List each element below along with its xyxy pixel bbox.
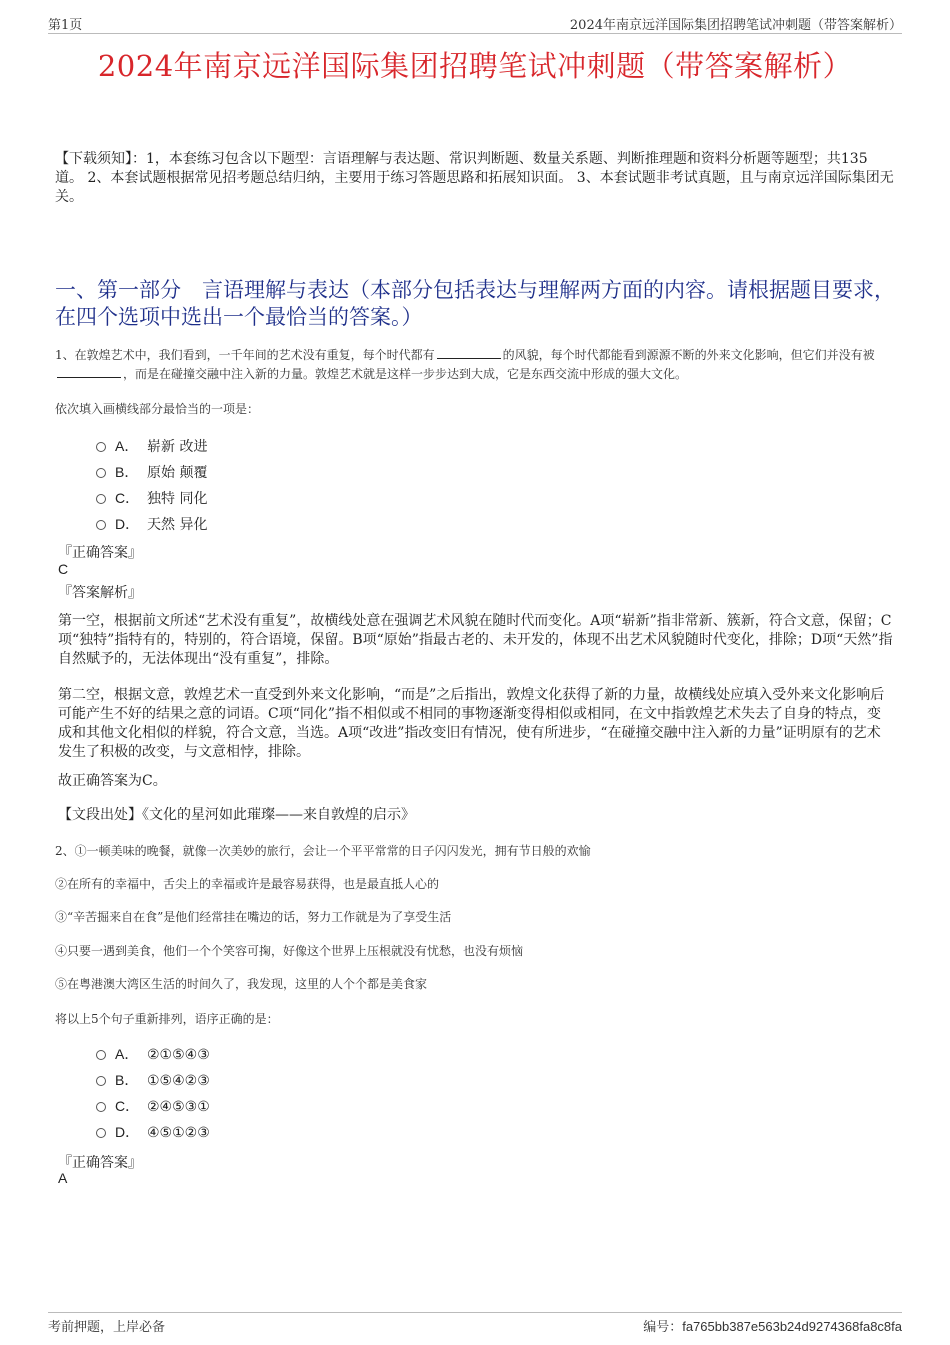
radio-icon[interactable] [96,494,106,504]
analysis-conclusion: 故正确答案为C。 [58,773,167,789]
radio-icon[interactable] [96,1102,106,1112]
sentence-2: ②在所有的幸福中，舌尖上的幸福或许是最容易获得，也是最直抵人心的 [55,877,440,891]
radio-icon[interactable] [96,520,106,530]
fill-blank-1 [437,347,501,359]
option-c[interactable]: C． 独特 同化 [96,485,207,511]
header-doc-title: 2024年南京远洋国际集团招聘笔试冲刺题（带答案解析） [569,18,902,33]
download-notice: 【下载须知】：1，本套练习包含以下题型：言语理解与表达题、常识判断题、数量关系题、判断推理题和资料分析题等题型；共135道。 2、本套试题根据常见招考题总结归纳，主要用于练习答题思路和拓展知识面。 3、本套试题非考试真题，且与南京远洋国际集团无关。 [55,151,894,205]
sentence-3: ③“辛苦掘来自在食”是他们经常挂在嘴边的话，努力工作就是为了享受生活 [55,910,452,924]
radio-icon[interactable] [96,1050,106,1060]
question-1-prompt: 依次填入画横线部分最恰当的一项是： [55,402,260,416]
radio-icon[interactable] [96,442,106,452]
header-divider [48,33,902,34]
radio-icon[interactable] [96,1076,106,1086]
option-a[interactable]: A． 崭新 改进 [96,433,207,459]
question-2-options [96,1041,210,1145]
document-title: 2024年南京远洋国际集团招聘笔试冲刺题（带答案解析） [97,49,853,83]
page-header [48,14,902,32]
option-c[interactable]: C． ②④⑤③① [96,1093,210,1119]
question-1-options [96,433,207,537]
option-d[interactable]: D． ④⑤①②③ [96,1119,210,1145]
option-d[interactable]: D． 天然 异化 [96,511,207,537]
source-citation: 【文段出处】《文化的星河如此璀璨——来自敦煌的启示》 [58,807,415,823]
answer-value: A [58,1170,68,1186]
footer-divider [48,1312,902,1313]
answer-label: 『正确答案』 [58,545,142,561]
radio-icon[interactable] [96,468,106,478]
section-heading: 一、第一部分 言语理解与表达（本部分包括表达与理解两方面的内容。请根据题目要求，在四个选项中选出一个最恰当的答案。） [55,278,895,329]
radio-icon[interactable] [96,1128,106,1138]
question-2-stem: 2、①一顿美味的晚餐，就像一次美妙的旅行，会让一个平平常常的日子闪闪发光，拥有节日般的欢愉 [55,844,591,858]
page-number: 第1页 [48,18,83,33]
option-b[interactable]: B． 原始 颠覆 [96,459,207,485]
question-2-prompt: 将以上5个句子重新排列，语序正确的是： [55,1012,279,1026]
analysis-label: 『答案解析』 [58,585,142,601]
answer-value: C [58,561,69,577]
fill-blank-2 [57,366,121,378]
option-b[interactable]: B． ①⑤④②③ [96,1067,210,1093]
footer-code: 编号：fa765bb387e563b24d9274368fa8c8fa [643,1319,902,1335]
analysis-paragraph-1: 第一空，根据前文所述“艺术没有重复”，故横线处意在强调艺术风貌在随时代而变化。A项“崭新”指非常新、簇新，符合文意，保留；C项“独特”指特有的，特别的，符合语境，保留。B项“原始”指最古老的、未开发的，体现不出艺术风貌随时代变化，排除；D项“天然”指自然赋予的，无法体现出“没有重复”，排除。 [58,613,893,667]
sentence-4: ④只要一遇到美食，他们一个个笑容可掬，好像这个世界上压根就没有忧愁，也没有烦恼 [55,944,524,958]
answer-label: 『正确答案』 [58,1155,142,1171]
analysis-paragraph-2: 第二空，根据文意，敦煌艺术一直受到外来文化影响，“而是”之后指出，敦煌文化获得了新的力量，故横线处应填入受外来文化影响后可能产生不好的结果之意的词语。C项“同化”指不相似或不相同的事物逐渐变得相似或相同，在文中指敦煌艺术失去了自身的特点，变成和其他文化相似的样貌，符合文意，当选。A项“改进”指改变旧有情况，使有所进步，“在碰撞交融中注入新的力量”证明原有的艺术发生了积极的改变，与文意相悖，排除。 [58,687,885,760]
option-a[interactable]: A． ②①⑤④③ [96,1041,210,1067]
sentence-5: ⑤在粤港澳大湾区生活的时间久了，我发现，这里的人个个都是美食家 [55,977,428,991]
question-1-stem: 1、在敦煌艺术中，我们看到，一千年间的艺术没有重复，每个时代都有 的风貌，每个时代都能看到源源不断的外来文化影响，但它们并没有被，而是在碰撞交融中注入新的力量。敦煌艺术就是这样一步步达到大成，它是东西交流中形成的强大文化。 [55,348,875,381]
footer-slogan: 考前押题，上岸必备 [48,1320,166,1335]
